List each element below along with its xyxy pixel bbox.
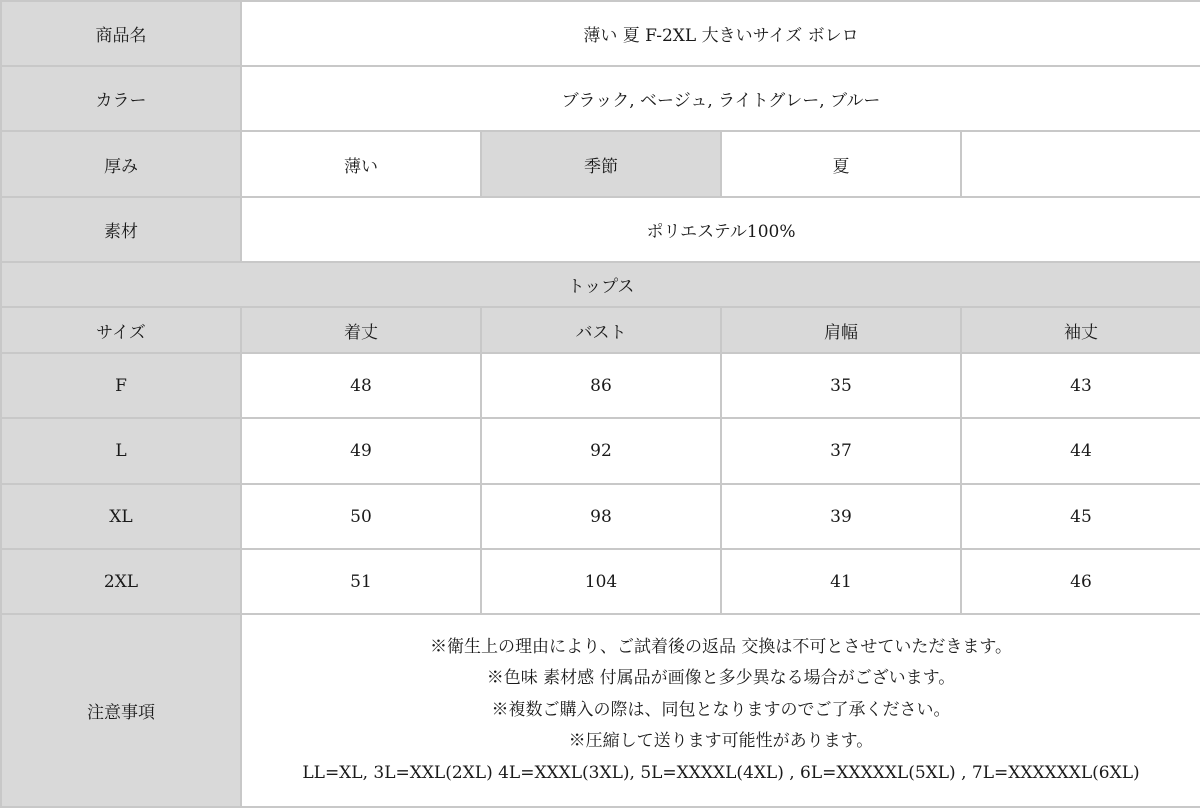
color-value: ブラック, ベージュ, ライトグレー, ブルー xyxy=(241,66,1200,131)
size-header-row xyxy=(1,307,1200,353)
shoulder-cell: 35 xyxy=(721,353,961,418)
size-header-shoulder: 肩幅 xyxy=(721,307,961,353)
length-cell: 49 xyxy=(241,418,481,484)
size-header-size: サイズ xyxy=(1,307,241,353)
length-cell: 51 xyxy=(241,549,481,614)
shoulder-cell: 39 xyxy=(721,484,961,549)
sleeve-cell: 45 xyxy=(961,484,1200,549)
note-line: ※色味 素材感 付属品が画像と多少異なる場合がございます。 xyxy=(486,668,956,689)
length-cell: 48 xyxy=(241,353,481,418)
empty-cell xyxy=(961,131,1200,197)
tops-section-title: トップス xyxy=(1,262,1200,307)
shoulder-cell: 41 xyxy=(721,549,961,614)
product-name-label: 商品名 xyxy=(1,1,241,66)
size-header-bust: バスト xyxy=(481,307,721,353)
size-conversion-note: LL=XL, 3L=XXL(2XL) 4L=XXXL(3XL), 5L=XXXXL(4XL) , 6L=XXXXXL(5XL) , 7L=XXXXXXL(6XL) xyxy=(302,762,1140,783)
product-name-value: 薄い 夏 F-2XL 大きいサイズ ボレロ xyxy=(241,1,1200,66)
bust-cell: 92 xyxy=(481,418,721,484)
notes-label: 注意事項 xyxy=(1,614,241,807)
size-cell: 2XL xyxy=(1,549,241,614)
product-name-row xyxy=(1,1,1200,66)
sleeve-cell: 44 xyxy=(961,418,1200,484)
note-line: ※複数ご購入の際は、同包となりますのでご了承ください。 xyxy=(491,699,951,720)
thickness-season-row xyxy=(1,131,1200,197)
shoulder-cell: 37 xyxy=(721,418,961,484)
thickness-value: 薄い xyxy=(241,131,481,197)
material-value: ポリエステル100% xyxy=(241,197,1200,262)
bust-cell: 104 xyxy=(481,549,721,614)
size-row-f xyxy=(1,353,1200,418)
size-header-sleeve: 袖丈 xyxy=(961,307,1200,353)
color-label: カラー xyxy=(1,66,241,131)
note-line: ※圧縮して送ります可能性があります。 xyxy=(568,731,874,752)
size-cell: F xyxy=(1,353,241,418)
note-line: ※衛生上の理由により、ご試着後の返品 交換は不可とさせていただきます。 xyxy=(429,636,1013,657)
size-row-2xl xyxy=(1,549,1200,614)
length-cell: 50 xyxy=(241,484,481,549)
size-row-l xyxy=(1,418,1200,484)
bust-cell: 86 xyxy=(481,353,721,418)
season-value: 夏 xyxy=(721,131,961,197)
sleeve-cell: 43 xyxy=(961,353,1200,418)
tops-section-row xyxy=(1,262,1200,307)
notes-row xyxy=(1,614,1200,807)
material-row xyxy=(1,197,1200,262)
season-label: 季節 xyxy=(481,131,721,197)
size-cell: XL xyxy=(1,484,241,549)
thickness-label: 厚み xyxy=(1,131,241,197)
notes-content xyxy=(241,614,1200,807)
sleeve-cell: 46 xyxy=(961,549,1200,614)
size-row-xl xyxy=(1,484,1200,549)
size-header-length: 着丈 xyxy=(241,307,481,353)
color-row xyxy=(1,66,1200,131)
material-label: 素材 xyxy=(1,197,241,262)
size-cell: L xyxy=(1,418,241,484)
bust-cell: 98 xyxy=(481,484,721,549)
